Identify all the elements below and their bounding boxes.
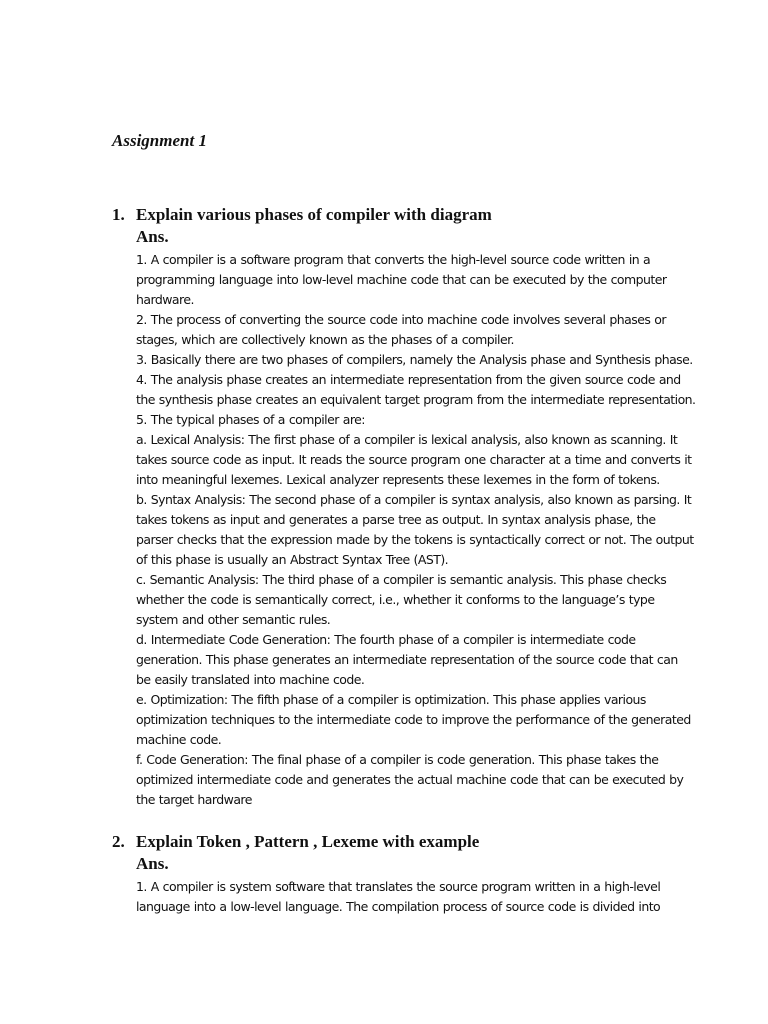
- answer-paragraph: a. Lexical Analysis: The first phase of a compiler is lexical analysis, also known as scanning. It takes source code as input. It reads the source program one character at a time and converts it into meaningful lexemes. Lexical analyzer represents these lexemes in the form of tokens.: [136, 432, 692, 487]
- answer-body: [136, 877, 696, 917]
- answer-paragraph: 3. Basically there are two phases of compilers, namely the Analysis phase and Synthesis phase.: [136, 352, 693, 367]
- answer-label: Ans.: [136, 854, 169, 873]
- answer-paragraph: f. Code Generation: The final phase of a compiler is code generation. This phase takes the optimized intermediate code and generates the actual machine code that can be executed by the target hardware: [136, 752, 684, 807]
- answer-label: Ans.: [136, 227, 169, 246]
- answer-paragraph: d. Intermediate Code Generation: The fourth phase of a compiler is intermediate code generation. This phase generates an intermediate representation of the source code that can be easily translated into machine code.: [136, 632, 678, 687]
- question-2: [112, 831, 692, 917]
- answer-paragraph: e. Optimization: The fifth phase of a compiler is optimization. This phase applies various optimization techniques to the intermediate code to improve the performance of the generated machine code.: [136, 692, 691, 747]
- answer-body: [136, 250, 696, 810]
- question-number: 2.: [112, 832, 125, 851]
- answer-paragraph: b. Syntax Analysis: The second phase of a compiler is syntax analysis, also known as parsing. It takes tokens as input and generates a parse tree as output. In syntax analysis phase, the parser checks that the expression made by the tokens is syntactically correct or not. The output of this phase is usually an Abstract Syntax Tree (AST).: [136, 492, 694, 567]
- answer-paragraph: 1. A compiler is system software that translates the source program written in a high-level language into a low-level language. The compilation process of source code is divided into: [136, 879, 661, 914]
- answer-paragraph: 2. The process of converting the source code into machine code involves several phases or stages, which are collectively known as the phases of a compiler.: [136, 312, 666, 347]
- answer-paragraph: 4. The analysis phase creates an intermediate representation from the given source code and the synthesis phase creates an equivalent target program from the intermediate representation.: [136, 372, 696, 407]
- answer-paragraph: 1. A compiler is a software program that converts the high-level source code written in a programming language into low-level machine code that can be executed by the computer hardware.: [136, 252, 667, 307]
- assignment-title: Assignment 1: [112, 131, 207, 150]
- question-text: Explain Token , Pattern , Lexeme with example: [136, 832, 480, 851]
- answer-paragraph: c. Semantic Analysis: The third phase of a compiler is semantic analysis. This phase checks whether the code is semantically correct, i.e., whether it conforms to the language’s type system and other semantic rules.: [136, 572, 667, 627]
- answer-paragraph: 5. The typical phases of a compiler are:: [136, 412, 365, 427]
- question-heading: [112, 204, 692, 226]
- question-number: 1.: [112, 205, 125, 224]
- question-1: [112, 204, 696, 810]
- question-text: Explain various phases of compiler with diagram: [136, 205, 492, 224]
- question-heading: [112, 831, 692, 853]
